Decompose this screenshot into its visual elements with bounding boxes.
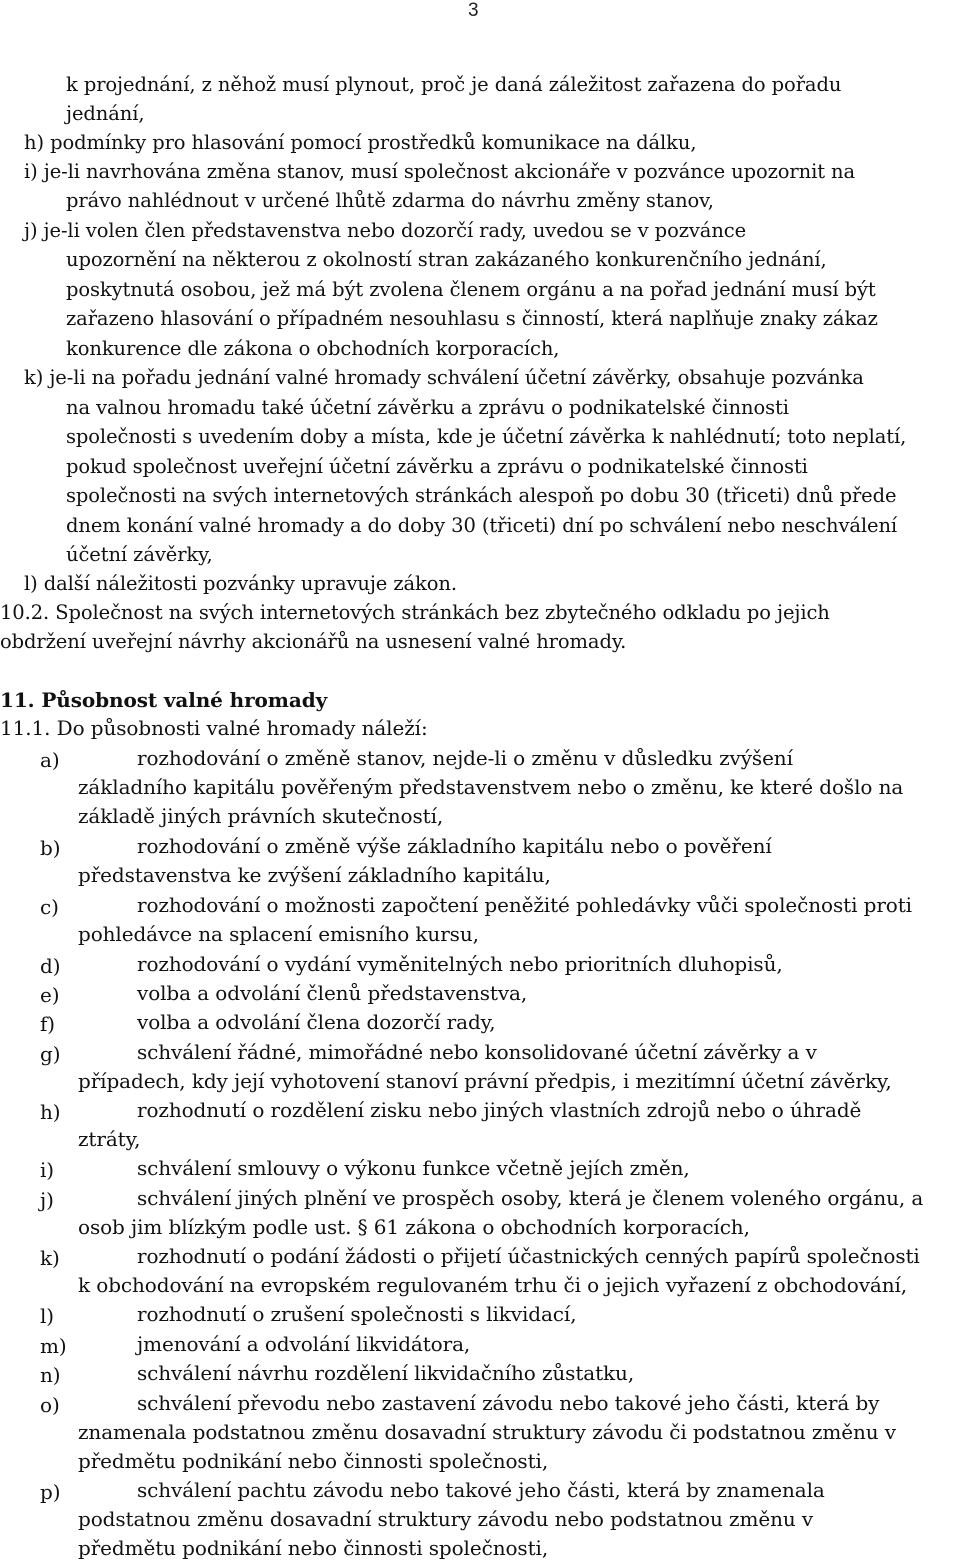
item-text-line: jmenování a odvolání likvidátora, <box>137 1332 471 1356</box>
item-text-line: schválení smlouvy o výkonu funkce včetně jejích změn, <box>137 1156 690 1180</box>
item-text-line: podstatnou změnu dosavadní struktury závodu nebo podstatnou změnu v <box>78 1507 814 1532</box>
list-item-l: l) další náležitosti pozvánky upravuje zákon. <box>24 572 457 595</box>
item-label: b) <box>40 836 61 860</box>
list-item-h: h) podmínky pro hlasování pomocí prostředků komunikace na dálku, <box>24 131 697 154</box>
text-line: poskytnutá osobou, jež má být zvolena členem orgánu a na pořad jednání musí být <box>66 278 876 301</box>
text-line: konkurence dle zákona o obchodních korporacích, <box>66 337 560 360</box>
list-item-i: i) je-li navrhována změna stanov, musí společnost akcionáře v pozvánce upozornit na <box>24 160 856 183</box>
item-label: g) <box>40 1042 61 1066</box>
item-label: k) <box>40 1246 60 1270</box>
text-line: dnem konání valné hromady a do doby 30 (třiceti) dní po schválení nebo neschválení <box>66 514 898 537</box>
text-line: upozornění na některou z okolností stran zakázaného konkurenčního jednání, <box>66 248 827 271</box>
list-item-j: j) je-li volen člen představenstva nebo dozorčí rady, uvedou se v pozvánce <box>24 219 747 242</box>
item-label: e) <box>40 983 60 1007</box>
item-label: c) <box>40 895 59 919</box>
item-text-line: rozhodnutí o podání žádosti o přijetí účastnických cenných papírů společnosti <box>137 1244 920 1268</box>
item-text-line: schválení řádné, mimořádné nebo konsolidované účetní závěrky a v <box>137 1040 817 1064</box>
item-text-line: rozhodování o změně výše základního kapitálu nebo o pověření <box>137 834 772 858</box>
text-line: právo nahlédnout v určené lhůtě zdarma do návrhu změny stanov, <box>66 189 714 212</box>
item-label: m) <box>40 1334 67 1358</box>
item-text-line: předmětu podnikání nebo činnosti společnosti, <box>78 1536 549 1561</box>
item-label: l) <box>40 1304 54 1328</box>
item-text-line: rozhodování o vydání vyměnitelných nebo prioritních dluhopisů, <box>137 952 783 976</box>
item-text-line: rozhodnutí o rozdělení zisku nebo jiných vlastních zdrojů nebo o úhradě <box>137 1098 862 1122</box>
text-line: společnosti s uvedením doby a místa, kde je účetní závěrka k nahlédnutí; toto neplatí, <box>66 425 907 448</box>
item-text-line: rozhodování o možnosti započtení peněžité pohledávky vůči společnosti proti <box>137 893 912 917</box>
text-line: na valnou hromadu také účetní závěrku a zprávu o podnikatelské činnosti <box>66 396 789 419</box>
text-line: k projednání, z něhož musí plynout, proč je daná záležitost zařazena do pořadu <box>66 73 842 96</box>
item-text-line: schválení pachtu závodu nebo takové jeho části, která by znamenala <box>137 1478 825 1502</box>
item-text-line: případech, kdy její vyhotovení stanoví právní předpis, i mezitímní účetní závěrky, <box>78 1069 892 1094</box>
text-line: společnosti na svých internetových stránkách alespoň po dobu 30 (třiceti) dnů přede <box>66 484 897 507</box>
item-text-line: volba a odvolání člena dozorčí rady, <box>137 1010 496 1034</box>
item-text-line: rozhodnutí o zrušení společnosti s likvidací, <box>137 1302 577 1326</box>
section-intro: 11.1. Do působnosti valné hromady náleží: <box>0 716 428 740</box>
item-label: f) <box>40 1012 56 1036</box>
item-text-line: osob jim blízkým podle ust. § 61 zákona o obchodních korporacích, <box>78 1215 750 1240</box>
item-text-line: základního kapitálu pověřeným představenstvem nebo o změnu, ke které došlo na <box>78 775 904 800</box>
item-text-line: pohledávce na splacení emisního kursu, <box>78 922 479 947</box>
section-heading: 11. Působnost valné hromady <box>0 688 328 712</box>
item-text-line: ztráty, <box>78 1127 141 1152</box>
item-text-line: základě jiných právních skutečností, <box>78 804 444 829</box>
text-line: obdržení uveřejní návrhy akcionářů na usnesení valné hromady. <box>0 630 627 653</box>
item-text-line: volba a odvolání členů představenstva, <box>137 981 528 1005</box>
item-label: o) <box>40 1393 60 1417</box>
item-label: p) <box>40 1480 61 1504</box>
page-number: 3 <box>468 0 479 21</box>
item-text-line: k obchodování na evropském regulovaném trhu či o jejich vyřazení z obchodování, <box>78 1273 908 1298</box>
item-text-line: schválení návrhu rozdělení likvidačního zůstatku, <box>137 1361 635 1385</box>
text-line: jednání, <box>66 102 145 125</box>
text-line: pokud společnost uveřejní účetní závěrku a zprávu o podnikatelské činnosti <box>66 455 808 478</box>
item-label: n) <box>40 1363 61 1387</box>
item-label: i) <box>40 1158 54 1182</box>
item-text-line: schválení jiných plnění ve prospěch osoby, která je členem voleného orgánu, a <box>137 1186 924 1210</box>
item-text-line: představenstva ke zvýšení základního kapitálu, <box>78 863 551 888</box>
list-item-k: k) je-li na pořadu jednání valné hromady schválení účetní závěrky, obsahuje pozvánka <box>24 366 864 389</box>
item-label: d) <box>40 954 61 978</box>
item-text-line: schválení převodu nebo zastavení závodu nebo takové jeho části, která by <box>137 1391 880 1415</box>
text-line: účetní závěrky, <box>66 543 213 566</box>
item-label: j) <box>40 1188 54 1212</box>
item-text-line: předmětu podnikání nebo činnosti společnosti, <box>78 1449 549 1474</box>
text-line: zařazeno hlasování o případném nesouhlasu s činností, která naplňuje znaky zákaz <box>66 307 878 330</box>
item-text-line: rozhodování o změně stanov, nejde-li o změnu v důsledku zvýšení <box>137 746 793 770</box>
item-label: a) <box>40 748 60 772</box>
paragraph-10-2: 10.2. Společnost na svých internetových stránkách bez zbytečného odkladu po jejich <box>0 601 830 624</box>
item-label: h) <box>40 1100 61 1124</box>
item-text-line: znamenala podstatnou změnu dosavadní struktury závodu či podstatnou změnu v <box>78 1420 896 1445</box>
